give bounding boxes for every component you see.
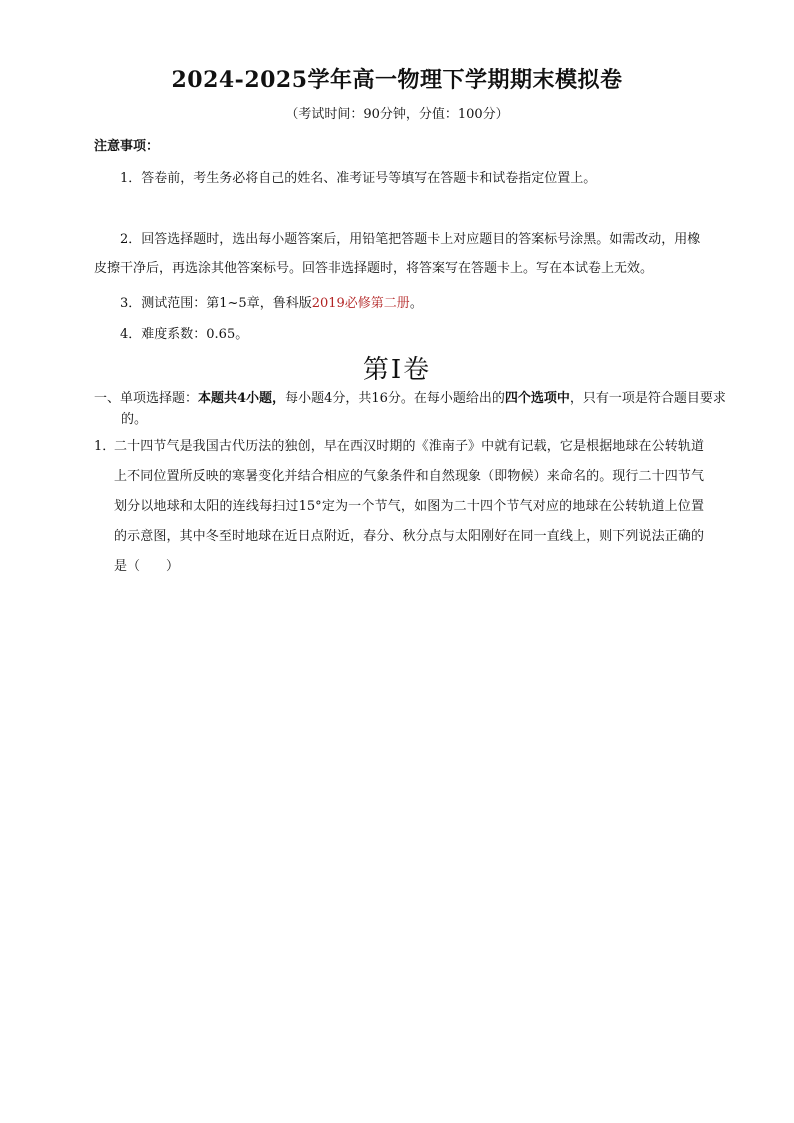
question-1-text: 二十四节气是我国古代历法的独创，早在西汉时期的《淮南子》中就有记载，它是根据地球在公转轨道上不同位置所反映的寒暑变化并结合相应的气象条件和自然现象（即物候）来命名的。现行二十四节气划分以地球和太阳的连线每扫过15°定为一个节气，如图为二十四个节气对应的地球在公转轨道上位置的示意图，其中冬至时地球在近日点附近，春分、秋分点与太阳刚好在同一直线上，则下列说法正确的是（ ） [114, 439, 704, 574]
exam-title: 2024-2025学年高一物理下学期期末模拟卷 [171, 67, 623, 93]
notice-item-3-suffix: 。 [409, 296, 423, 311]
instruction-part-5: ，只有一项是符合题目要求的。 [121, 391, 726, 427]
question-1-number: 1． [94, 439, 116, 454]
instruction-part-2: 本题共4小题， [198, 391, 286, 406]
notice-item-4: 4．难度系数：0.65。 [120, 327, 249, 342]
instruction-part-3: 每小题4分，共16分。在每小题给出的 [285, 391, 505, 406]
section-instruction [94, 388, 731, 430]
section-title: 第Ⅰ卷 [362, 355, 432, 385]
notice-item-1: 1．答卷前，考生务必将自己的姓名、准考证号等填写在答题卡和试卷指定位置上。 [120, 171, 597, 186]
notice-item-3-highlight: 2019必修第二册 [311, 296, 410, 311]
question-1 [94, 432, 704, 582]
instruction-part-1: 一、单项选择题： [94, 391, 199, 406]
notice-item-2: 2．回答选择题时，选出每小题答案后，用铅笔把答题卡上对应题目的答案标号涂黑。如需改动，用橡皮擦干净后，再选涂其他答案标号。回答非选择题时，将答案写在答题卡上。写在本试卷上无效。 [94, 232, 701, 276]
exam-subtitle: （考试时间：90分钟，分值：100分） [285, 107, 509, 122]
notice-item-3-prefix: 3．测试范围：第1~5章，鲁科版 [120, 296, 312, 311]
notice-item-3 [94, 289, 704, 318]
instruction-part-4: 四个选项中 [504, 391, 570, 406]
notice-heading: 注意事项： [94, 139, 160, 154]
